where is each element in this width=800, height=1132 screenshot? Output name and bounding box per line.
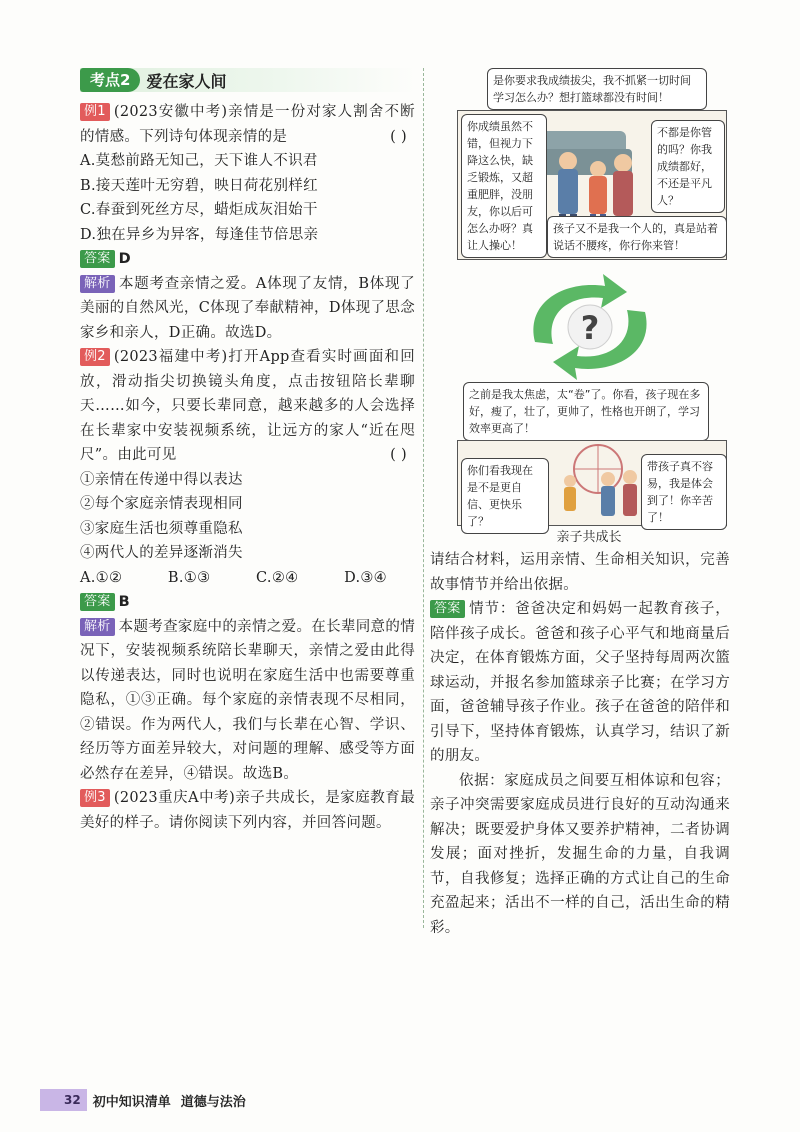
example-2-item-2: ②每个家庭亲情表现相同 — [80, 496, 243, 512]
example-1-paren: ( ) — [390, 128, 407, 145]
example-3-text: (2023重庆A中考)亲子共成长，是家庭教育最美好的样子。请你阅读下列内容，并回答问题。 — [80, 790, 415, 831]
example-2-tag: 例2 — [80, 348, 110, 366]
answer-letter: D — [118, 251, 131, 267]
example-2-option-b: B.①③ — [167, 569, 211, 586]
example-2-answer — [80, 590, 415, 615]
example-1-tag: 例1 — [80, 103, 110, 121]
example-2-option-a: A.①② — [80, 569, 123, 586]
comic-illustration — [445, 62, 733, 532]
speech-bubble-mother-1: 你成绩虽然不错，但视力下降这么快，缺乏锻炼，又超重肥胖，没朋友，你以后可怎么办呀？真让人操心！ — [461, 114, 547, 258]
example-2-item-3: ③家庭生活也须尊重隐私 — [80, 520, 243, 537]
example-1-stem — [80, 100, 415, 149]
example-2-option-d: D.③④ — [344, 569, 387, 586]
book-title: 初中知识清单 — [92, 1094, 171, 1110]
example-2-options — [80, 566, 415, 591]
example-1-option-d: D.独在异乡为异客，每逢佳节倍思亲 — [80, 226, 319, 243]
section-header — [80, 68, 415, 92]
example-3-answer-basis: 依据：家庭成员之间要互相体谅和包容；亲子冲突需要家庭成员进行良好的互动沟通来解决；既要爱护身体又要养护精神，二者协调发展；面对挫折，发掘生命的力量，自我调节，自我修复；选择正确的方式让自己的生命充盈起来；活出不一样的自己，活出生命的精彩。 — [430, 772, 730, 936]
example-1-option-c: C.春蚕到死丝方尽，蜡炬成灰泪始干 — [80, 202, 318, 218]
cycle-arrows-icon — [515, 272, 665, 382]
example-2-item-1: ①亲情在传递中得以表达 — [80, 471, 243, 488]
question-mark: ? — [580, 309, 600, 347]
answer-plot-text: 情节：爸爸决定和妈妈一起教育孩子，陪伴孩子成长。爸爸和孩子心平气和地商量后决定，在体育锻炼方面，父子坚持每周两次篮球运动，并报名参加篮球亲子比赛；在学习方面，爸爸辅导孩子作业。孩子在爸爸的陪伴和引导下，坚持体育锻炼，认真学习，结识了新的朋友。 — [430, 601, 730, 764]
column-divider — [423, 68, 424, 928]
speech-bubble-father-3: 之前是我太焦虑，太“卷”了。你看，孩子现在多好，瘦了，壮了，更帅了，性格也开朗了，学习效率更高了！ — [463, 382, 709, 441]
analysis-tag: 解析 — [80, 275, 115, 293]
speech-bubble-father-1: 不都是你管的吗？你我成绩都好，不还是平凡人？ — [651, 120, 725, 213]
comic-caption: 亲子共成长 — [556, 530, 622, 545]
example-1-text: (2023安徽中考)亲情是一份对家人割舍不断的情感。下列诗句体现亲情的是 — [80, 104, 415, 145]
example-3-question: 请结合材料，运用亲情、生命相关知识，完善故事情节并给出依据。 — [430, 552, 730, 593]
answer-letter: B — [118, 594, 130, 610]
example-1-analysis — [80, 272, 415, 346]
example-2-text: (2023福建中考)打开App查看实时画面和回放，滑动指尖切换镜头角度，点击按钮陪长辈聊天……如今，只要长辈同意，越来越多的人会选择在长辈家中安装视频系统，让远方的家人“近在咫尺”。由此可见 — [80, 349, 415, 463]
analysis-text: 本题考查亲情之爱。A体现了友情，B体现了美丽的自然风光，C体现了奉献精神，D体现了思念家乡和亲人，D正确。故选D。 — [80, 275, 415, 341]
speech-bubble-child-1: 是你要求我成绩拔尖，我不抓紧一切时间学习怎么办？想打篮球都没有时间！ — [487, 68, 707, 110]
example-1-option-b: B.接天莲叶无穷碧，映日荷花别样红 — [80, 177, 318, 194]
subject-title: 道德与法治 — [180, 1094, 246, 1110]
speech-bubble-child-2: 你们看我现在是不是更自信、更快乐了？ — [461, 458, 549, 534]
answer-tag: 答案 — [80, 593, 115, 611]
example-2-option-c: C.②④ — [256, 569, 299, 586]
example-2-analysis — [80, 615, 415, 787]
section-title: 爱在家人间 — [146, 71, 227, 91]
answer-tag: 答案 — [80, 250, 115, 268]
analysis-tag: 解析 — [80, 618, 115, 636]
speech-bubble-father-2: 孩子又不是我一个人的，真是站着说话不腰疼，你行你来管！ — [547, 216, 727, 258]
example-2-item-4: ④两代人的差异逐渐消失 — [80, 545, 243, 561]
example-3-tag: 例3 — [80, 789, 110, 807]
example-1-option-a: A.莫愁前路无知己，天下谁人不识君 — [80, 153, 318, 169]
answer-tag: 答案 — [430, 600, 465, 618]
right-column — [430, 548, 730, 940]
page-footer — [40, 1089, 246, 1111]
speech-bubble-mother-2: 带孩子真不容易，我是体会到了！你辛苦了！ — [641, 454, 727, 530]
example-3-answer-plot — [430, 597, 730, 769]
page-number: 32 — [40, 1089, 87, 1111]
example-3-stem — [80, 786, 415, 835]
example-2-stem — [80, 345, 415, 468]
left-column — [80, 100, 415, 835]
section-badge: 考点2 — [80, 68, 140, 92]
example-2-paren: ( ) — [390, 447, 407, 463]
example-1-answer — [80, 247, 415, 272]
analysis-text: 本题考查家庭中的亲情之爱。在长辈同意的情况下，安装视频系统陪长辈聊天，亲情之爱由此得以传递表达，同时也说明在家庭生活中也需要尊重隐私，①③正确。每个家庭的亲情表现不尽相同，②错误。作为两代人，我们与长辈在心智、学识、经历等方面差异较大，对问题的理解、感受等方面必然存在差异，④错误。故选B。 — [80, 618, 415, 782]
